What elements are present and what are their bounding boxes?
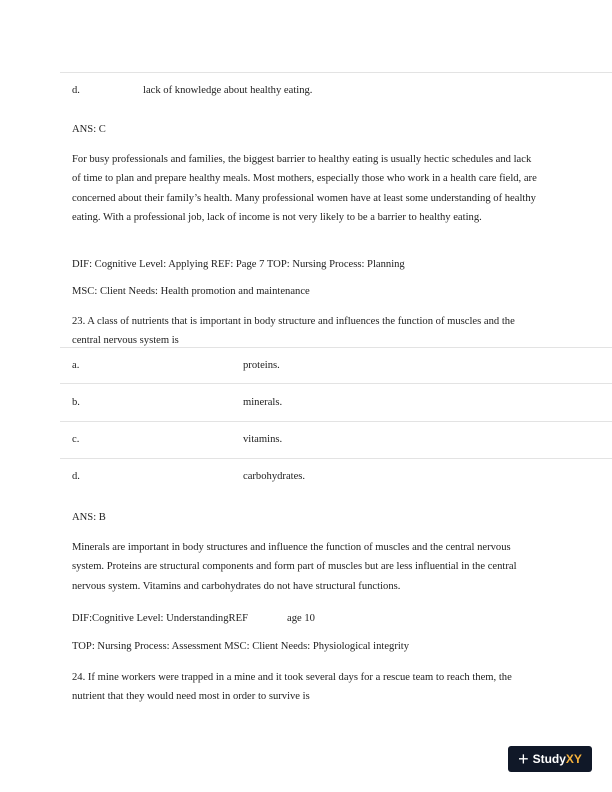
- divider: [60, 383, 612, 384]
- option-letter: d.: [72, 471, 80, 482]
- difficulty-meta: DIF:Cognitive Level: UnderstandingREF: [72, 613, 248, 624]
- option-letter: b.: [72, 397, 80, 408]
- divider: [60, 72, 612, 73]
- answer-key: ANS: B: [72, 512, 106, 523]
- option-text: lack of knowledge about healthy eating.: [143, 85, 313, 96]
- option-letter: a.: [72, 360, 80, 371]
- plus-icon: +: [518, 749, 529, 769]
- option-text: vitamins.: [243, 434, 283, 445]
- option-text: proteins.: [243, 360, 280, 371]
- answer-key: ANS: C: [72, 124, 106, 135]
- question-24: 24. If mine workers were trapped in a mine and it took several days for a rescue team to reach them, the nutrient that they would need most in order to survive is: [72, 672, 512, 703]
- brand-main: Study: [532, 752, 566, 766]
- option-letter: d.: [72, 85, 80, 96]
- brand-accent: XY: [565, 752, 582, 766]
- option-text: carbohydrates.: [243, 471, 306, 482]
- difficulty-meta: DIF: Cognitive Level: Applying REF: Page 7 TOP: Nursing Process: Planning: [72, 259, 405, 270]
- option-letter: c.: [72, 434, 80, 445]
- rationale: For busy professionals and families, the biggest barrier to healthy eating is usually hectic schedules and lack of time to plan and prepare healthy meals. Most mothers, especially those who work in a health care field, are concerned about their family’s health. Many professional women have at least some understanding of healthy eating. With a professional job, lack of income is not very likely to be a barrier to healthy eating.: [72, 154, 537, 223]
- rationale: Minerals are important in body structures and influence the function of muscles and the central nervous system. Proteins are structural components and form part of muscles but are less influential in the central nervous system. Vitamins and carbohydrates do not have structural functions.: [72, 542, 517, 592]
- client-needs-meta: MSC: Client Needs: Health promotion and maintenance: [72, 286, 310, 297]
- divider: [60, 458, 612, 459]
- topic-meta: TOP: Nursing Process: Assessment MSC: Client Needs: Physiological integrity: [72, 641, 410, 652]
- option-text: minerals.: [243, 397, 283, 408]
- divider: [60, 347, 612, 348]
- reference-page: age 10: [287, 613, 315, 624]
- studyxy-badge[interactable]: [508, 746, 592, 772]
- question-23: 23. A class of nutrients that is important in body structure and influences the function of muscles and the central nervous system is: [72, 316, 515, 347]
- divider: [60, 421, 612, 422]
